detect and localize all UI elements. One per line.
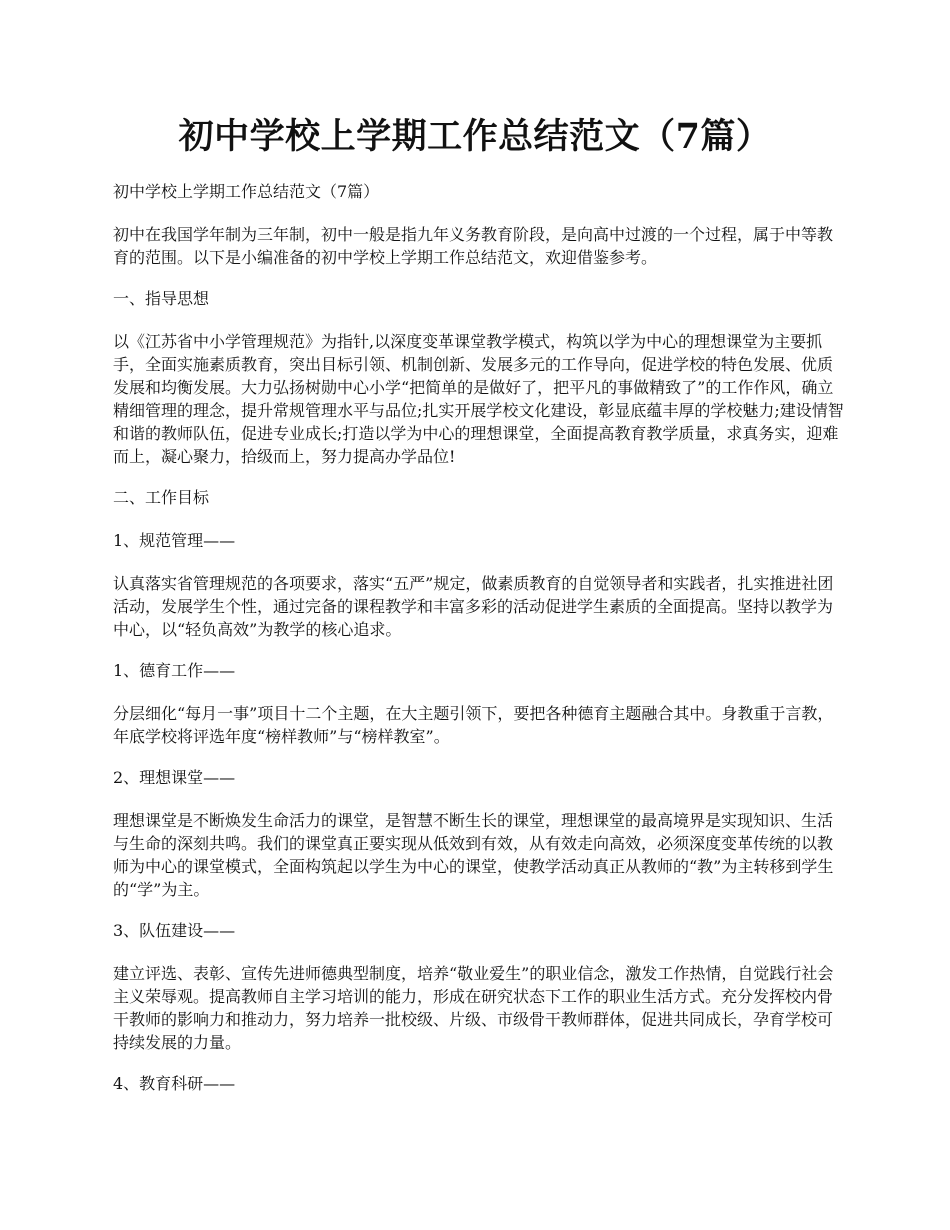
section-heading-education-research: 4、教育科研—— bbox=[113, 1074, 236, 1093]
section-heading-standard-management: 1、规范管理—— bbox=[113, 531, 236, 550]
section-body-moral-education: 分层细化“每月一事”项目十二个主题，在大主题引领下，要把各种德育主题融合其中。身教重于言教，年底学校将评选年度“榜样教师”与“榜样教室”。 bbox=[113, 704, 834, 746]
section-body-ideal-classroom: 理想课堂是不断焕发生命活力的课堂，是智慧不断生长的课堂，理想课堂的最高境界是实现知识、生活与生命的深刻共鸣。我们的课堂真正要实现从低效到有效，从有效走向高效，必须深度变革传统的以教师为中心的课堂模式，全面构筑起以学生为中心的课堂，使教学活动真正从教师的“教”为主转移到学生的“学”为主。 bbox=[113, 811, 834, 899]
section-heading-moral-education: 1、德育工作—— bbox=[113, 661, 236, 680]
subtitle: 初中学校上学期工作总结范文（7篇） bbox=[113, 182, 380, 201]
section-body-team-building: 建立评选、表彰、宣传先进师德典型制度，培养“敬业爱生”的职业信念，激发工作热情，自觉践行社会主义荣辱观。提高教师自主学习培训的能力，形成在研究状态下工作的职业生活方式。充分发挥校内骨干教师的影响力和推动力，努力培养一批校级、片级、市级骨干教师群体，促进共同成长，孕育学校可持续发展的力量。 bbox=[113, 964, 834, 1052]
section-heading-team-building: 3、队伍建设—— bbox=[113, 921, 236, 940]
document-body bbox=[113, 180, 848, 1115]
section-heading-guiding-ideology: 一、指导思想 bbox=[113, 289, 210, 308]
section-body-standard-management: 认真落实省管理规范的各项要求，落实“五严”规定，做素质教育的自觉领导者和实践者，扎实推进社团活动，发展学生个性，通过完备的课程教学和丰富多彩的活动促进学生素质的全面提高。坚持以教学为中心，以“轻负高效”为教学的核心追求。 bbox=[113, 574, 834, 639]
section-heading-ideal-classroom: 2、理想课堂—— bbox=[113, 768, 236, 787]
intro-paragraph: 初中在我国学年制为三年制，初中一般是指九年义务教育阶段，是向高中过渡的一个过程，属于中等教育的范围。以下是小编准备的初中学校上学期工作总结范文，欢迎借鉴参考。 bbox=[113, 225, 834, 267]
section-heading-work-goals: 二、工作目标 bbox=[113, 488, 210, 507]
section-body-guiding-ideology: 以《江苏省中小学管理规范》为指针,以深度变革课堂教学模式，构筑以学为中心的理想课堂为主要抓手，全面实施素质教育，突出目标引领、机制创新、发展多元的工作导向，促进学校的特色发展、优质发展和均衡发展。大力弘扬树勋中心小学“把简单的是做好了，把平凡的事做精致了”的工作作风，确立精细管理的理念，提升常规管理水平与品位;扎实开展学校文化建设，彰显底蕴丰厚的学校魅力;建设情智和谐的教师队伍，促进专业成长;打造以学为中心的理想课堂，全面提高教育教学质量，求真务实，迎难而上，凝心聚力，拾级而上，努力提高办学品位! bbox=[113, 332, 844, 466]
document-title: 初中学校上学期工作总结范文（7篇） bbox=[178, 116, 772, 157]
